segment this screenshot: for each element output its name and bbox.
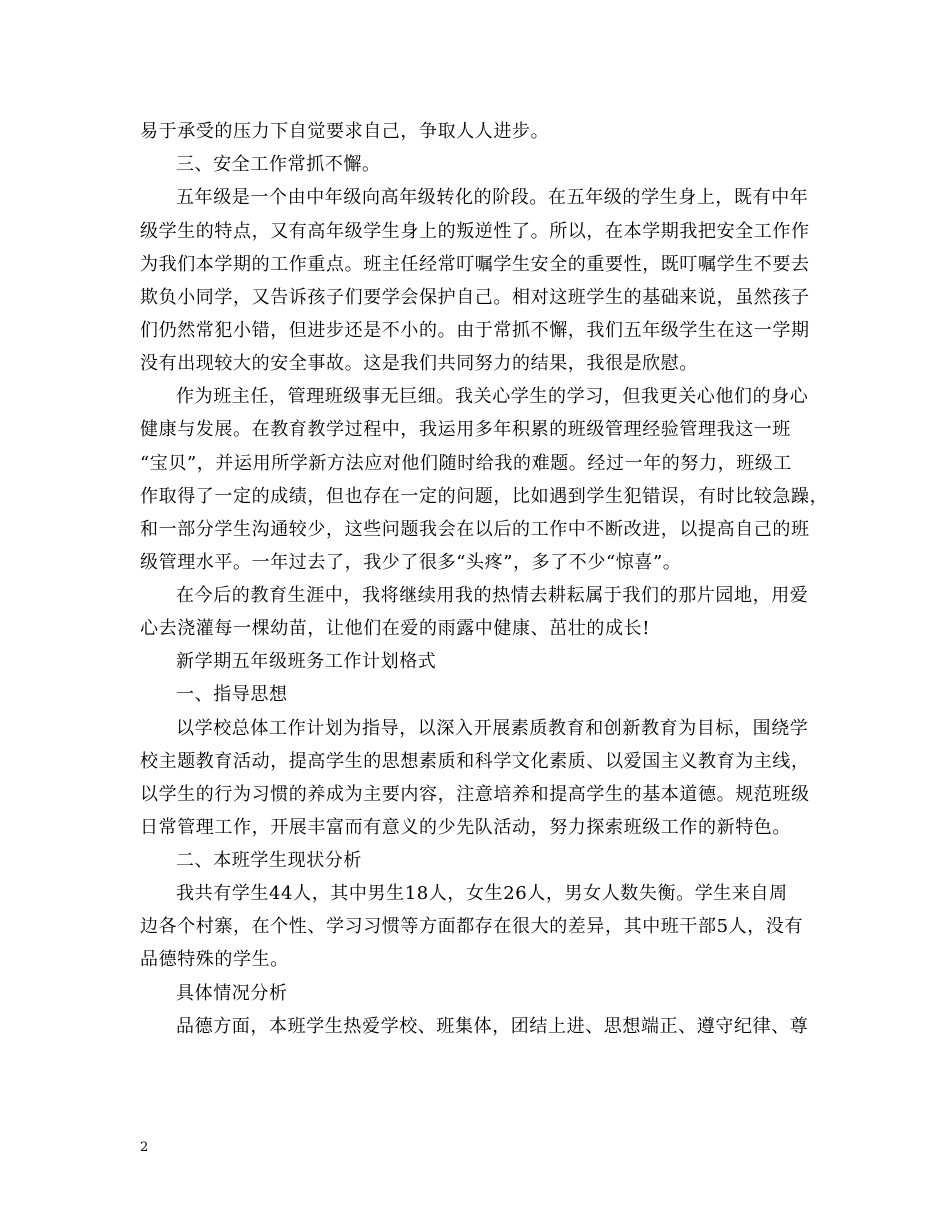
text-line: 品德特殊的学生。 — [140, 949, 289, 970]
text-line: 们仍然常犯小错，但进步还是不小的。由于常抓不懈，我们五年级学生在这一学期 — [140, 320, 810, 341]
text-line: 在今后的教育生涯中，我将继续用我的热情去耕耘属于我们的那片园地，用爱 — [176, 585, 809, 606]
section-heading: 具体情况分析 — [176, 983, 288, 1004]
text-line: 级管理水平。一年过去了，我少了很多“头疼”，多了不少“惊喜”。 — [140, 552, 682, 573]
text-line: 日常管理工作，开展丰富而有意义的少先队活动，努力探索班级工作的新特色。 — [140, 817, 791, 838]
text-line: 作取得了一定的成绩，但也存在一定的问题，比如遇到学生犯错误，有时比较急躁， — [140, 486, 829, 507]
text-line: 为我们本学期的工作重点。班主任经常叮嘱学生安全的重要性，既叮嘱学生不要去 — [140, 254, 810, 275]
text-line: “宝贝”，并运用所学新方法应对他们随时给我的难题。经过一年的努力，班级工 — [140, 453, 793, 474]
section-heading: 一、指导思想 — [176, 684, 288, 705]
text-line: 心去浇灌每一棵幼苗，让他们在爱的雨露中健康、茁壮的成长! — [140, 618, 651, 639]
text-line: 边各个村寨，在个性、学习习惯等方面都存在很大的差异，其中班干部5人，没有 — [140, 916, 804, 937]
text-line: 欺负小同学，又告诉孩子们要学会保护自己。相对这班学生的基础来说，虽然孩子 — [140, 287, 810, 308]
text-line: 级学生的特点，又有高年级学生身上的叛逆性了。所以，在本学期我把安全工作作 — [140, 221, 810, 242]
text-line: 五年级是一个由中年级向高年级转化的阶段。在五年级的学生身上，既有中年 — [176, 187, 809, 208]
document-title: 新学期五年级班务工作计划格式 — [176, 651, 437, 672]
text-line: 作为班主任，管理班级事无巨细。我关心学生的学习，但我更关心他们的身心 — [176, 386, 809, 407]
text-line: 易于承受的压力下自觉要求自己，争取人人进步。 — [140, 121, 550, 142]
text-line: 以学生的行为习惯的养成为主要内容，注意培养和提高学生的基本道德。规范班级 — [140, 784, 810, 805]
text-line: 没有出现较大的安全事故。这是我们共同努力的结果，我很是欣慰。 — [140, 353, 698, 374]
text-line: 校主题教育活动，提高学生的思想素质和科学文化素质、以爱国主义教育为主线， — [140, 751, 810, 772]
text-line: 品德方面，本班学生热爱学校、班集体，团结上进、思想端正、遵守纪律、尊 — [176, 1016, 809, 1037]
section-heading: 二、本班学生现状分析 — [176, 850, 362, 871]
text-line: 健康与发展。在教育教学过程中，我运用多年积累的班级管理经验管理我这一班 — [140, 419, 791, 440]
text-line: 以学校总体工作计划为指导，以深入开展素质教育和创新教育为目标，围绕学 — [176, 718, 809, 739]
section-heading: 三、安全工作常抓不懈。 — [176, 154, 381, 175]
text-line: 我共有学生44人，其中男生18人，女生26人，男女人数失衡。学生来自周 — [176, 883, 788, 904]
text-line: 和一部分学生沟通较少，这些问题我会在以后的工作中不断改进，以提高自己的班 — [140, 519, 810, 540]
page-number: 2 — [140, 1140, 149, 1155]
